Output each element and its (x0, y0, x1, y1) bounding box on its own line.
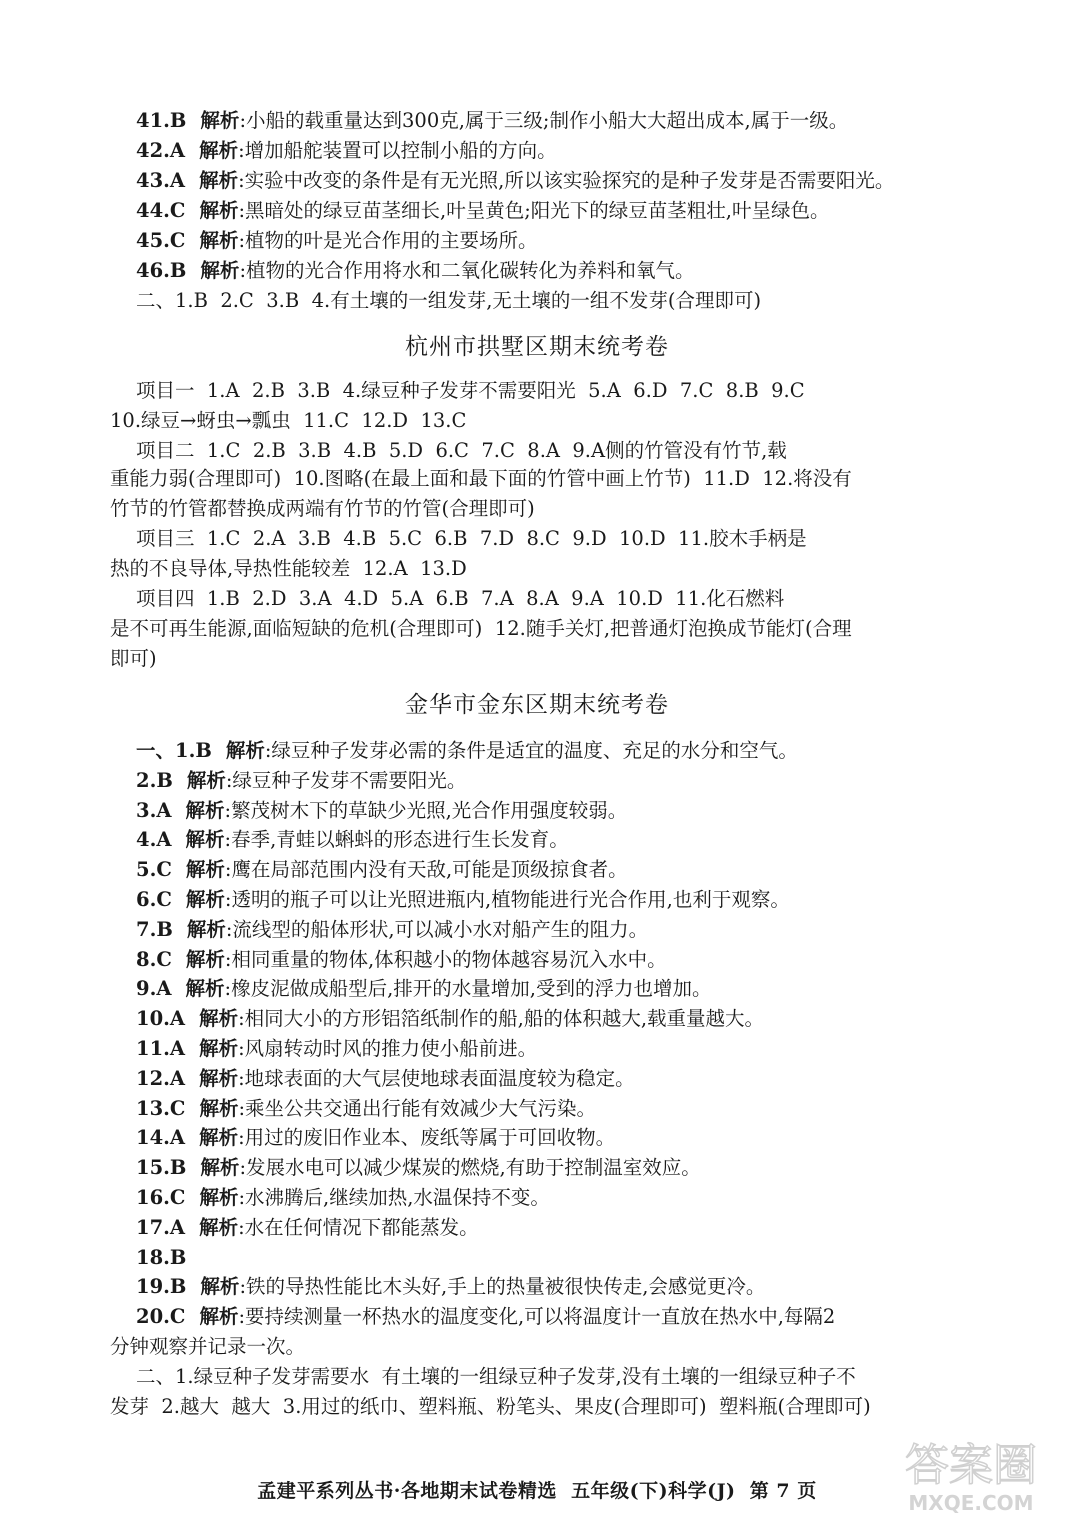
jinhua-answer-line (136, 887, 990, 913)
analysis-label: 解析 (186, 769, 226, 792)
analysis-text: :繁茂树木下的草缺少光照,光合作用强度较弱。 (224, 799, 628, 822)
answer-number: 14.A (136, 1126, 186, 1149)
analysis-text: :鹰在局部范围内没有天敌,可能是顶级掠食者。 (224, 858, 628, 881)
analysis-text: :增加船舵装置可以控制小船的方向。 (238, 139, 557, 162)
answer-number: 45.C (136, 229, 186, 252)
analysis-label: 解析 (199, 1067, 239, 1090)
analysis-label: 解析 (199, 229, 239, 252)
answer-number: 13.C (136, 1097, 186, 1120)
answer-line-20-continued: 分钟观察并记录一次。 (110, 1335, 306, 1358)
answer-line-42 (136, 138, 990, 164)
analysis-label: 解析 (185, 858, 225, 881)
analysis-label: 解析 (199, 1097, 239, 1120)
project-one-line-2: 10.绿豆→蚜虫→瓢虫 11.C 12.D 13.C (110, 409, 467, 432)
project-two-line-3: 竹节的竹管都替换成两端有竹节的竹管(合理即可) (110, 497, 535, 520)
analysis-label: 解析 (199, 1305, 239, 1328)
jinhua-answer-line (136, 1304, 990, 1330)
section-title-hangzhou: 杭州市拱墅区期末统考卷 (405, 334, 669, 360)
answer-line-46 (136, 258, 990, 284)
project-four-line-1: 项目四 1.B 2.D 3.A 4.D 5.A 6.B 7.A 8.A 9.A 10.D 11.化石燃料 (136, 587, 785, 610)
analysis-text: :透明的瓶子可以让光照进瓶内,植物能进行光合作用,也利于观察。 (224, 888, 790, 911)
project-four-line-2: 是不可再生能源,面临短缺的危机(合理即可) 12.随手关灯,把普通灯泡换成节能灯(合理 (110, 617, 852, 640)
analysis-label: 解析 (225, 739, 265, 762)
answer-number: 20.C (136, 1305, 186, 1328)
answer-number: 9.A (136, 977, 172, 1000)
page-footer: 孟建平系列丛书·各地期末试卷精选 五年级(下)科学(J) 第 7 页 (257, 1480, 817, 1502)
part-two-answers: 二、1.B 2.C 3.B 4.有土壤的一组发芽,无土壤的一组不发芽(合理即可) (136, 289, 762, 312)
project-two-line-2: 重能力弱(合理即可) 10.图略(在最上面和最下面的竹管中画上竹节) 11.D 12.将没有 (110, 467, 852, 490)
answer-number: 4.A (136, 828, 172, 851)
project-two-line-1: 项目二 1.C 2.B 3.B 4.B 5.D 6.C 7.C 8.A 9.A侧的竹管没有竹节,载 (136, 439, 787, 462)
project-four-line-3: 即可) (110, 647, 157, 670)
answer-number: 一、1.B (136, 739, 212, 762)
analysis-label: 解析 (199, 1216, 239, 1239)
analysis-label: 解析 (200, 259, 240, 282)
answer-number: 41.B (136, 109, 187, 132)
analysis-label: 解析 (200, 1275, 240, 1298)
answer-number: 43.A (136, 169, 186, 192)
answer-number: 16.C (136, 1186, 186, 1209)
analysis-label: 解析 (199, 169, 239, 192)
jinhua-answer-line (136, 1125, 990, 1151)
project-one-line-1: 项目一 1.A 2.B 3.B 4.绿豆种子发芽不需要阳光 5.A 6.D 7.C 8.B 9.C (136, 379, 805, 402)
analysis-text: :实验中改变的条件是有无光照,所以该实验探究的是种子发芽是否需要阳光。 (238, 169, 895, 192)
jinhua-answer-line (136, 738, 990, 764)
jinhua-answer-line (136, 1006, 990, 1032)
analysis-label: 解析 (186, 918, 226, 941)
analysis-label: 解析 (199, 1037, 239, 1060)
analysis-text: :乘坐公共交通出行能有效减少大气污染。 (238, 1097, 597, 1120)
analysis-label: 解析 (199, 1186, 239, 1209)
answer-number: 11.A (136, 1037, 186, 1060)
analysis-label: 解析 (185, 799, 225, 822)
answer-number: 7.B (136, 918, 173, 941)
jinhua-answer-line (136, 1155, 990, 1181)
jinhua-answer-line (136, 1215, 990, 1241)
answer-number: 8.C (136, 948, 172, 971)
answer-line-41 (136, 108, 990, 134)
analysis-text: :植物的光合作用将水和二氧化碳转化为养料和氧气。 (239, 259, 695, 282)
jinhua-answer-line (136, 1036, 990, 1062)
project-three-line-2: 热的不良导体,导热性能较差 12.A 13.D (110, 557, 467, 580)
analysis-label: 解析 (200, 109, 240, 132)
analysis-text: :春季,青蛙以蝌蚪的形态进行生长发育。 (224, 828, 569, 851)
analysis-text: :水沸腾后,继续加热,水温保持不变。 (238, 1186, 550, 1209)
answer-line-43 (136, 168, 990, 194)
watermark-url: MXQE.COM (908, 1491, 1034, 1515)
analysis-label: 解析 (199, 1126, 239, 1149)
analysis-label: 解析 (199, 199, 239, 222)
answer-number: 12.A (136, 1067, 186, 1090)
analysis-text: :相同大小的方形铝箔纸制作的船,船的体积越大,载重量越大。 (238, 1007, 765, 1030)
analysis-text: :流线型的船体形状,可以减小水对船产生的阻力。 (225, 918, 649, 941)
analysis-text: :橡皮泥做成船型后,排开的水量增加,受到的浮力也增加。 (224, 977, 712, 1000)
section-title-jinhua: 金华市金东区期末统考卷 (405, 692, 669, 718)
jinhua-part-two-line-2: 发芽 2.越大 越大 3.用过的纸巾、塑料瓶、粉笔头、果皮(合理即可) 塑料瓶(合理即可) (110, 1395, 871, 1418)
answer-number: 17.A (136, 1216, 186, 1239)
jinhua-answer-line (136, 857, 990, 883)
analysis-label: 解析 (199, 139, 239, 162)
analysis-text: :发展水电可以减少煤炭的燃烧,有助于控制温室效应。 (239, 1156, 701, 1179)
watermark-logo (886, 1428, 1056, 1518)
analysis-text: :相同重量的物体,体积越小的物体越容易沉入水中。 (224, 948, 667, 971)
analysis-text: :绿豆种子发芽必需的条件是适宜的温度、充足的水分和空气。 (264, 739, 798, 762)
answer-number: 10.A (136, 1007, 186, 1030)
jinhua-answer-line (136, 1096, 990, 1122)
jinhua-answer-line (136, 827, 990, 853)
watermark-text: 答案圈 (905, 1440, 1037, 1491)
answer-number: 42.A (136, 139, 186, 162)
analysis-text: :植物的叶是光合作用的主要场所。 (238, 229, 538, 252)
jinhua-answer-line (136, 976, 990, 1002)
jinhua-part-two-line-1: 二、1.绿豆种子发芽需要水 有土壤的一组绿豆种子发芽,没有土壤的一组绿豆种子不 (136, 1365, 856, 1388)
analysis-text: :风扇转动时风的推力使小船前进。 (238, 1037, 538, 1060)
analysis-label: 解析 (200, 1156, 240, 1179)
answer-number: 44.C (136, 199, 186, 222)
analysis-label: 解析 (185, 888, 225, 911)
project-three-line-1: 项目三 1.C 2.A 3.B 4.B 5.C 6.B 7.D 8.C 9.D 10.D 11.胶木手柄是 (136, 527, 807, 550)
answer-number: 5.C (136, 858, 172, 881)
analysis-text: :黑暗处的绿豆苗茎细长,叶呈黄色;阳光下的绿豆苗茎粗壮,叶呈绿色。 (238, 199, 830, 222)
answer-line-44 (136, 198, 990, 224)
jinhua-answer-line (136, 1274, 990, 1300)
jinhua-answer-line (136, 947, 990, 973)
answer-number: 15.B (136, 1156, 187, 1179)
analysis-label: 解析 (185, 948, 225, 971)
jinhua-answer-line (136, 1066, 990, 1092)
analysis-text: :用过的废旧作业本、废纸等属于可回收物。 (238, 1126, 616, 1149)
answer-number: 2.B (136, 769, 173, 792)
jinhua-answer-line (136, 1245, 990, 1271)
answer-number: 6.C (136, 888, 172, 911)
analysis-label: 解析 (185, 828, 225, 851)
jinhua-answer-line (136, 1185, 990, 1211)
analysis-text: :铁的导热性能比木头好,手上的热量被很快传走,会感觉更冷。 (239, 1275, 766, 1298)
jinhua-answer-line (136, 768, 990, 794)
analysis-label: 解析 (199, 1007, 239, 1030)
jinhua-answer-line (136, 917, 990, 943)
jinhua-answer-line (136, 798, 990, 824)
analysis-text: :要持续测量一杯热水的温度变化,可以将温度计一直放在热水中,每隔2 (238, 1305, 836, 1328)
analysis-label: 解析 (185, 977, 225, 1000)
answer-number: 19.B (136, 1275, 187, 1298)
analysis-text: :水在任何情况下都能蒸发。 (238, 1216, 479, 1239)
answer-number: 18.B (136, 1246, 187, 1269)
answer-line-45 (136, 228, 990, 254)
answer-number: 3.A (136, 799, 172, 822)
analysis-text: :小船的载重量达到300克,属于三级;制作小船大大超出成本,属于一级。 (239, 109, 849, 132)
answer-number: 46.B (136, 259, 187, 282)
analysis-text: :绿豆种子发芽不需要阳光。 (225, 769, 467, 792)
analysis-text: :地球表面的大气层使地球表面温度较为稳定。 (238, 1067, 635, 1090)
